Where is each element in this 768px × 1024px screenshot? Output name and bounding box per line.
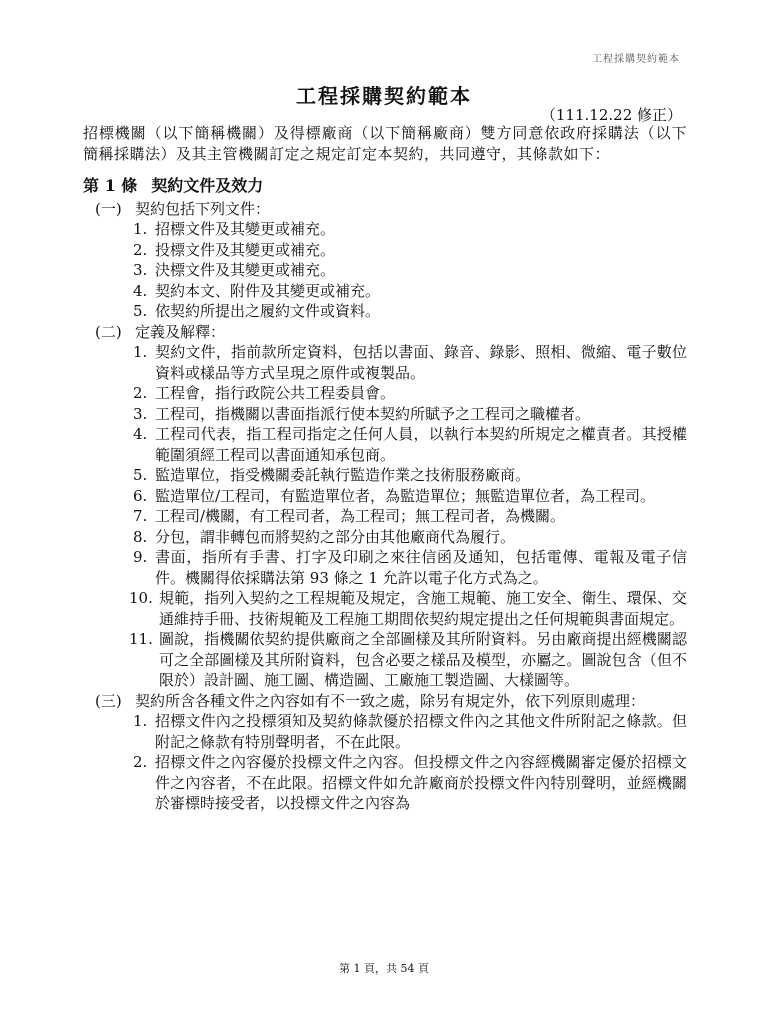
list-item xyxy=(83,527,687,548)
section-text: 定義及解釋： xyxy=(135,322,226,341)
running-header: 工程採購契約範本 xyxy=(592,54,680,65)
list-item xyxy=(83,711,687,752)
list-item xyxy=(83,383,687,404)
item-number: 2. xyxy=(133,240,148,259)
item-number: 7. xyxy=(133,507,148,525)
item-text: 監造單位，指受機關委託執行監造作業之技術服務廠商。 xyxy=(155,466,531,484)
item-text: 投標文件及其變更或補充。 xyxy=(155,240,336,259)
item-text: 監造單位/工程司，有監造單位者，為監造單位；無監造單位者，為工程司。 xyxy=(155,486,656,505)
item-number: 3. xyxy=(133,404,148,423)
item-text: 依契約所提出之履約文件或資料。 xyxy=(155,302,381,320)
item-number: 1. xyxy=(133,220,148,238)
document-title: 工程採購契約範本 xyxy=(296,84,472,108)
list-item xyxy=(83,588,687,629)
item-text: 圖說，指機關依契約提供廠商之全部圖樣及其所附資料。另由廠商提出經機關認可之全部圖樣及其所附資料，包含必要之樣品及模型，亦屬之。圖說包含（但不限於）設計圖、施工圖、構造圖、工廠施工製造圖、大樣圖等。 xyxy=(159,630,687,689)
item-number: 9. xyxy=(133,548,148,566)
item-number: 8. xyxy=(133,527,148,546)
item-number: 4. xyxy=(133,281,148,300)
section-text: 契約包括下列文件： xyxy=(135,199,271,218)
item-text: 工程司/機關，有工程司者，為工程司；無工程司者，為機關。 xyxy=(155,507,566,525)
item-number: 10. xyxy=(129,589,153,607)
list-item xyxy=(83,404,687,425)
item-number: 1. xyxy=(133,343,148,361)
list-item xyxy=(83,486,687,507)
item-text: 工程會，指行政院公共工程委員會。 xyxy=(155,384,396,402)
list-item xyxy=(83,629,687,691)
list-item xyxy=(83,424,687,465)
item-text: 決標文件及其變更或補充。 xyxy=(155,261,336,279)
revision-date: （111.12.22 修正） xyxy=(540,106,682,124)
list-item xyxy=(83,260,687,281)
item-text: 工程司代表，指工程司指定之任何人員，以執行本契約所規定之權責者。其授權範圍須經工程司以書面通知承包商。 xyxy=(155,425,687,464)
section-text: 契約所含各種文件之內容如有不一致之處，除另有規定外，依下列原則處理： xyxy=(135,691,646,710)
item-number: 6. xyxy=(133,486,148,505)
list-item xyxy=(83,281,687,302)
section-mark: (三) xyxy=(95,691,122,710)
item-text: 工程司，指機關以書面指派行使本契約所賦予之工程司之職權者。 xyxy=(155,404,591,423)
list-item xyxy=(83,465,687,486)
item-text: 招標文件內之投標須知及契約條款優於招標文件內之其他文件所附記之條款。但附記之條款有特別聲明者，不在此限。 xyxy=(155,712,687,751)
section-mark: (二) xyxy=(95,322,122,341)
item-text: 招標文件之內容優於投標文件之內容。但投標文件之內容經機關審定優於招標文件之內容者，不在此限。招標文件如允許廠商於投標文件內特別聲明，並經機關於審標時接受者，以投標文件之內容為 xyxy=(155,753,687,812)
list-item xyxy=(83,301,687,322)
item-text: 分包，謂非轉包而將契約之部分由其他廠商代為履行。 xyxy=(155,527,516,546)
item-text: 規範，指列入契約之工程規範及規定，含施工規範、施工安全、衛生、環保、交通維持手冊、技術規範及工程施工期間依契約規定提出之任何規範與書面規定。 xyxy=(159,589,687,628)
list-item xyxy=(83,219,687,240)
item-number: 1. xyxy=(133,712,148,730)
item-number: 5. xyxy=(133,466,148,484)
item-text: 契約文件，指前款所定資料，包括以書面、錄音、錄影、照相、微縮、電子數位資料或樣品等方式呈現之原件或複製品。 xyxy=(155,343,687,382)
item-number: 4. xyxy=(133,425,148,443)
item-text: 招標文件及其變更或補充。 xyxy=(155,220,336,238)
item-number: 2. xyxy=(133,384,148,402)
item-text: 書面，指所有手書、打字及印刷之來往信函及通知，包括電傳、電報及電子信件。機關得依採購法第 93 條之 1 允許以電子化方式為之。 xyxy=(155,548,687,587)
list-item xyxy=(83,547,687,588)
section-mark: (一) xyxy=(95,199,122,218)
page-footer: 第 1 頁，共 54 頁 xyxy=(339,962,429,975)
document-body xyxy=(83,123,687,814)
item-text: 契約本文、附件及其變更或補充。 xyxy=(155,281,381,300)
article-heading xyxy=(83,176,687,197)
item-number: 2. xyxy=(133,753,148,771)
list-item xyxy=(83,240,687,261)
list-item xyxy=(83,342,687,383)
article-number: 第 1 條 xyxy=(83,176,138,195)
item-number: 11. xyxy=(129,630,153,648)
list-item xyxy=(83,752,687,814)
section xyxy=(83,322,687,343)
list-item xyxy=(83,506,687,527)
item-number: 3. xyxy=(133,261,148,279)
preamble: 招標機關（以下簡稱機關）及得標廠商（以下簡稱廠商）雙方同意依政府採購法（以下簡稱採購法）及其主管機關訂定之規定訂定本契約，共同遵守，其條款如下： xyxy=(83,124,687,163)
section xyxy=(83,691,687,712)
article-title: 契約文件及效力 xyxy=(151,176,264,195)
section xyxy=(83,199,687,220)
item-number: 5. xyxy=(133,302,148,320)
